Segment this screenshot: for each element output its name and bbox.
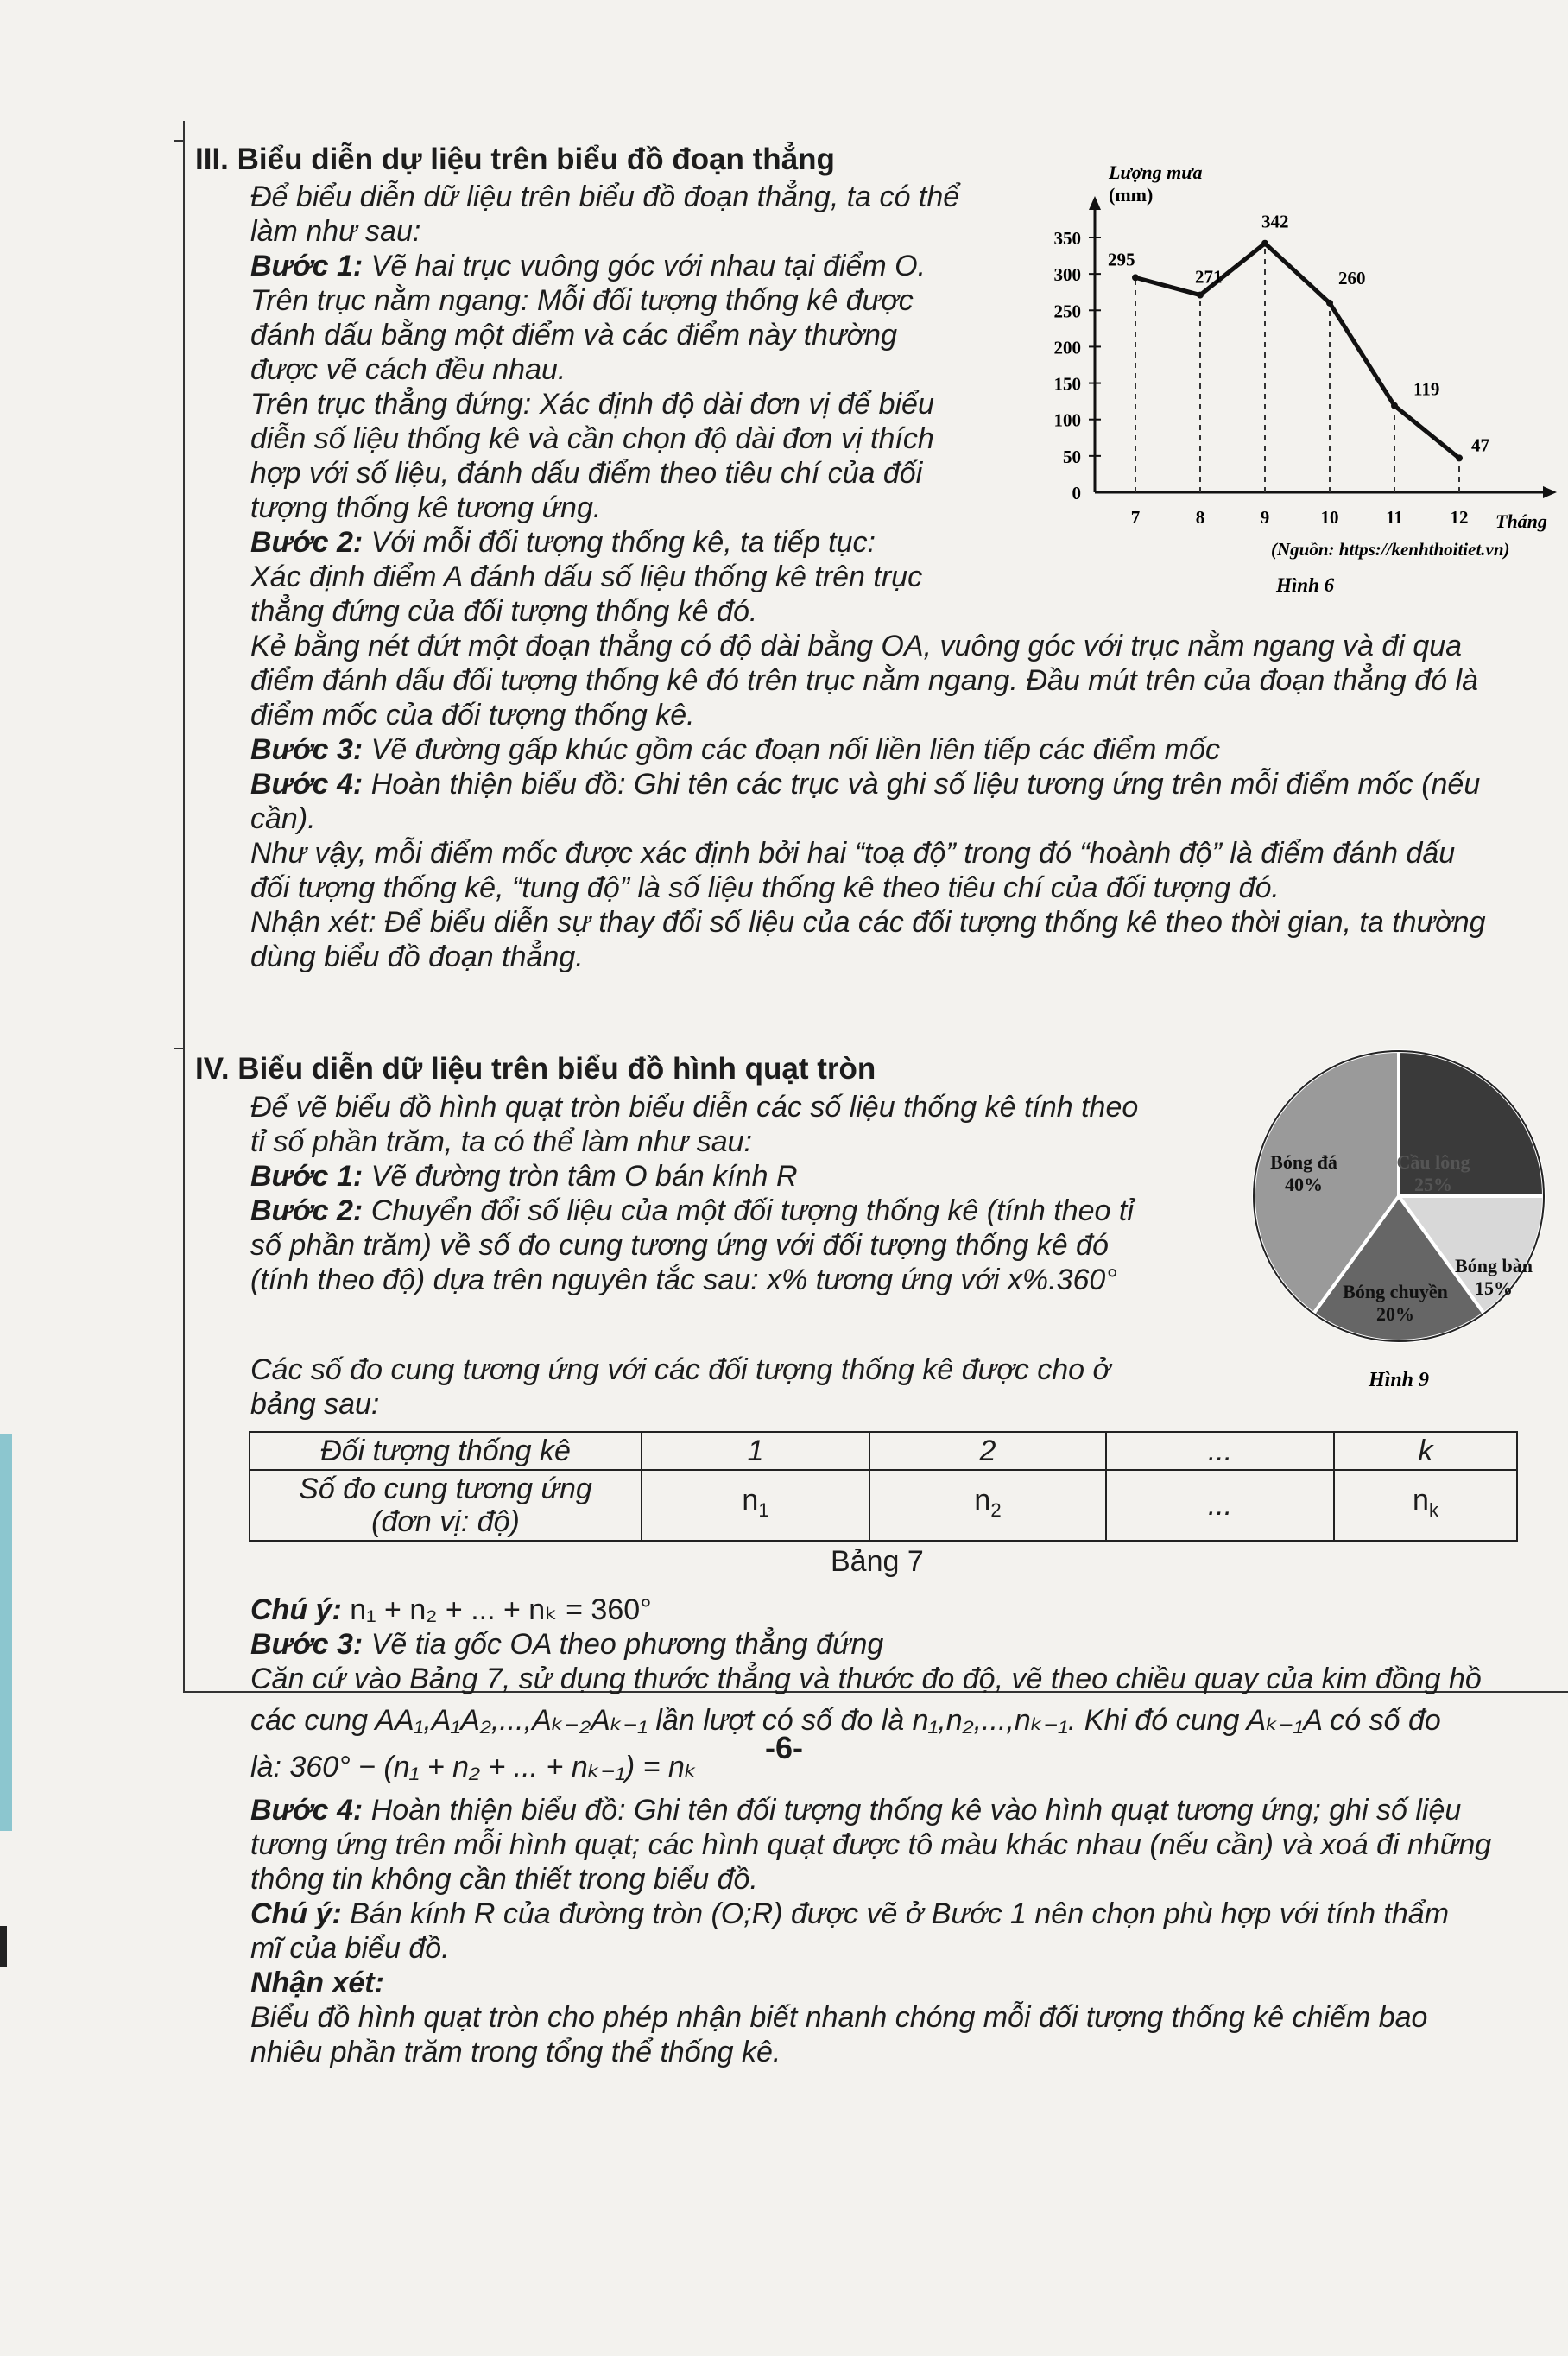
table-cell: 2 (869, 1432, 1106, 1470)
text-line: các cung AA₁,A₁A₂,...,Aₖ₋₂Aₖ₋₁ lần lượt có số đo là n₁,n₂,...,nₖ₋₁. Khi đó cung Aₖ₋₁A có số đo (250, 1704, 1441, 1737)
cell-line: Số đo cung tương ứng (299, 1472, 592, 1505)
x-tick-label: 7 (1130, 507, 1141, 528)
table-cell (642, 1470, 869, 1541)
pie-chart (1243, 1049, 1563, 1412)
data-point (1391, 402, 1398, 409)
step-text: Hoàn thiện biểu đồ: Ghi tên đối tượng thống kê vào hình quạt tương ứng; ghi số liệu (363, 1794, 1462, 1827)
table-cell (1334, 1470, 1517, 1541)
y-tick-label: 200 (1053, 337, 1081, 358)
dashed-guides (1135, 244, 1459, 492)
text-line: được vẽ cách đều nhau. (250, 353, 566, 386)
table-cell (869, 1470, 1106, 1541)
table-cell: Đối tượng thống kê (250, 1432, 642, 1470)
y-axis-arrow (1089, 196, 1101, 210)
x-tick-label: 10 (1320, 507, 1339, 528)
data-point (1326, 300, 1333, 307)
table-7 (249, 1431, 1518, 1542)
step-label: Bước 1: (250, 250, 364, 282)
data-point (1261, 240, 1268, 247)
step-label: Bước 4: (250, 768, 364, 801)
step-text: Vẽ tia gốc OA theo phương thẳng đứng (363, 1628, 884, 1661)
step-text: Vẽ hai trục vuông góc với nhau tại điểm O. (363, 250, 926, 282)
y-axis-label: Lượng mưa (1109, 162, 1203, 183)
step-3 (250, 732, 1486, 767)
text-line: bảng sau: (250, 1388, 380, 1421)
step-text: Vẽ đường tròn tâm O bán kính R (363, 1160, 798, 1193)
table-cell: ... (1106, 1432, 1334, 1470)
text-line: dùng biểu đồ đoạn thẳng. (250, 940, 584, 973)
pie-slice-label: Bóng đá (1270, 1151, 1337, 1173)
pie-slice-percent: 25% (1414, 1174, 1452, 1195)
y-axis-unit: (mm) (1109, 184, 1154, 206)
table-row (250, 1470, 1517, 1541)
cell-symbol: n (742, 1484, 759, 1517)
text-line: Biểu đồ hình quạt tròn cho phép nhận biết nhanh chóng mỗi đối tượng thống kê chiếm bao (250, 2001, 1428, 2034)
data-label: 260 (1338, 267, 1366, 288)
y-tick-label: 150 (1053, 373, 1081, 395)
text-line: cần). (250, 802, 316, 835)
data-label: 47 (1471, 434, 1489, 456)
chart-source: (Nguồn: https://kenhthoitiet.vn) (1271, 539, 1510, 560)
chart-caption: Hình 9 (1369, 1369, 1430, 1391)
x-axis-ticks (1131, 507, 1469, 528)
x-tick-label: 8 (1195, 507, 1205, 528)
data-label: 271 (1195, 266, 1223, 288)
series-line (1135, 244, 1459, 459)
text-line: là: 360° − (n₁ + n₂ + ... + nₖ₋₁) = nₖ (250, 1751, 698, 1783)
chart-caption: Hình 6 (1276, 574, 1335, 596)
text-line: tỉ số phần trăm, ta có thể làm như sau: (250, 1125, 752, 1158)
text-line: làm như sau: (250, 215, 421, 248)
section-3-heading: III. Biểu diễn dự liệu trên biểu đồ đoạn thẳng (195, 142, 835, 176)
text-line: Trên trục nằm ngang: Mỗi đối tượng thống kê được (250, 284, 914, 317)
text-line: thẳng đứng của đối tượng thống kê đó. (250, 595, 758, 628)
text-line: (tính theo độ) dựa trên nguyên tắc sau: x% tương ứng với x%.360° (250, 1264, 1117, 1296)
step-label: Bước 2: (250, 526, 364, 559)
text-line: thông tin không cần thiết trong biểu đồ. (250, 1863, 758, 1896)
note-2 (250, 1897, 1491, 1931)
text-line: Căn cứ vào Bảng 7, sử dụng thước thẳng và thước đo độ, vẽ theo chiều quay của kim đồng hồ (250, 1662, 1482, 1695)
x-tick-label: 11 (1386, 507, 1403, 528)
step-text: Với mỗi đối tượng thống kê, ta tiếp tục: (363, 526, 876, 559)
pie-slice-label: Cầu lông (1396, 1151, 1470, 1173)
step-1 (250, 1159, 1138, 1194)
text-line: hợp với số liệu, đánh dấu điểm theo tiêu chí của đối (250, 457, 923, 490)
data-label: 295 (1108, 249, 1135, 270)
step-text: Chuyển đổi số liệu của một đối tượng thống kê (tính theo tỉ (363, 1194, 1134, 1227)
text-line: đối tượng thống kê, “tung độ” là số liệu thống kê theo tiêu chí của đối tượng đó. (250, 871, 1280, 904)
step-2 (250, 1194, 1138, 1228)
x-tick-label: 12 (1450, 507, 1469, 528)
note-label: Chú ý: (250, 1593, 342, 1626)
page-edge-strip (0, 1434, 12, 1831)
pie-slice-percent: 20% (1376, 1303, 1414, 1325)
text-line: Kẻ bằng nét đứt một đoạn thẳng có độ dài bằng OA, vuông góc với trục nằm ngang và đi qua (250, 630, 1463, 662)
step-label: Bước 3: (250, 733, 364, 766)
step-4 (250, 767, 1486, 801)
formula: n₁ + n₂ + ... + nₖ = 360° (341, 1593, 652, 1626)
pie-slice-percent: 40% (1285, 1174, 1323, 1195)
text-line: diễn số liệu thống kê và cần chọn độ dài đơn vị thích (250, 422, 934, 455)
text-line: đánh dấu bằng một điểm và các điểm này thường (250, 319, 897, 352)
table-cell: 1 (642, 1432, 869, 1470)
text-line: Xác định điểm A đánh dấu số liệu thống kê trên trục (250, 560, 923, 593)
step-label: Bước 3: (250, 1628, 364, 1661)
step-4 (250, 1793, 1491, 1827)
cell-subscript: k (1428, 1498, 1438, 1521)
pie-slice-label: Bóng bàn (1455, 1255, 1533, 1276)
text-line: Các số đo cung tương ứng với các đối tượng thống kê được cho ở (250, 1353, 1111, 1386)
text-line: nhiêu phần trăm trong tổng thể thống kê. (250, 2036, 781, 2068)
text-line: mĩ của biểu đồ. (250, 1932, 450, 1965)
step-label: Bước 4: (250, 1794, 364, 1827)
section-4-heading: IV. Biểu diễn dữ liệu trên biểu đồ hình quạt tròn (195, 1052, 876, 1086)
text-line: Để biểu diễn dữ liệu trên biểu đồ đoạn thẳng, ta có thể (250, 180, 960, 213)
page-number: -6- (765, 1730, 803, 1765)
data-point (1132, 274, 1139, 281)
x-tick-label: 9 (1260, 507, 1270, 528)
table-row (250, 1432, 1517, 1470)
text-line: tương ứng trên mỗi hình quạt; các hình quạt được tô màu khác nhau (nếu cần) và xoá đi những (250, 1828, 1492, 1861)
frame-tick (174, 1048, 185, 1049)
table-cell (250, 1470, 642, 1541)
pie-slice-label: Bóng chuyền (1343, 1281, 1448, 1302)
step-label: Bước 1: (250, 1160, 364, 1193)
table-intro (250, 1352, 1110, 1422)
page-edge-mark (0, 1926, 7, 1967)
table-cell: ... (1106, 1470, 1334, 1541)
section-4-steps (250, 1593, 1491, 2069)
step-text: Vẽ đường gấp khúc gồm các đoạn nối liền liên tiếp các điểm mốc (363, 733, 1221, 766)
step-3 (250, 1627, 1491, 1662)
text-line: tượng thống kê tương ứng. (250, 491, 602, 524)
cell-symbol: n (1413, 1484, 1429, 1517)
text-line: điểm mốc của đối tượng thống kê. (250, 699, 695, 732)
y-tick-label: 50 (1063, 446, 1081, 467)
cell-symbol: n (974, 1484, 991, 1517)
text-line: Nhận xét: Để biểu diễn sự thay đổi số liệu của các đối tượng thống kê theo thời gian, ta thường (250, 906, 1486, 939)
note-label: Chú ý: (250, 1897, 342, 1930)
cell-line: (đơn vị: độ) (371, 1505, 520, 1538)
y-tick-label: 0 (1072, 483, 1081, 504)
pie-slice-percent: 15% (1475, 1277, 1513, 1299)
table-caption: Bảng 7 (831, 1545, 924, 1578)
y-tick-label: 300 (1053, 264, 1081, 286)
data-label: 342 (1261, 211, 1289, 232)
section-4-intro (250, 1090, 1138, 1297)
x-axis-arrow (1543, 486, 1557, 498)
text-line: điểm đánh dấu đối tượng thống kê đó trên trục nằm ngang. Đầu mút trên của đoạn thẳng đó là (250, 664, 1478, 697)
data-point (1197, 292, 1204, 299)
note-text: Bán kính R của đường tròn (O;R) được vẽ ở Bước 1 nên chọn phù hợp với tính thẩm (341, 1897, 1450, 1930)
text-line: Để vẽ biểu đồ hình quạt tròn biểu diễn các số liệu thống kê tính theo (250, 1091, 1139, 1124)
text-line: số phần trăm) về số đo cung tương ứng với đối tượng thống kê đó (250, 1229, 1109, 1262)
cell-subscript: 2 (990, 1498, 1002, 1521)
text-line: Như vậy, mỗi điểm mốc được xác định bởi hai “toạ độ” trong đó “hoành độ” là điểm đánh dấu (250, 837, 1456, 870)
data-label: 119 (1413, 378, 1440, 400)
note-1 (250, 1593, 1491, 1627)
y-tick-label: 350 (1053, 228, 1081, 249)
x-axis-label: Tháng (1495, 510, 1547, 532)
y-tick-label: 100 (1053, 409, 1081, 431)
step-label: Bước 2: (250, 1194, 364, 1227)
step-text: Hoàn thiện biểu đồ: Ghi tên các trục và ghi số liệu tương ứng trên mỗi điểm mốc (nếu (363, 768, 1481, 801)
frame-tick (174, 140, 185, 142)
cell-subscript: 1 (758, 1498, 769, 1521)
text-line: Trên trục thẳng đứng: Xác định độ dài đơn vị để biểu (250, 388, 934, 421)
remark-label: Nhận xét: (250, 1966, 384, 1999)
table-cell: k (1334, 1432, 1517, 1470)
y-tick-label: 250 (1053, 301, 1081, 322)
data-point (1456, 454, 1463, 461)
data-labels (1108, 212, 1489, 456)
line-chart (1036, 151, 1568, 605)
